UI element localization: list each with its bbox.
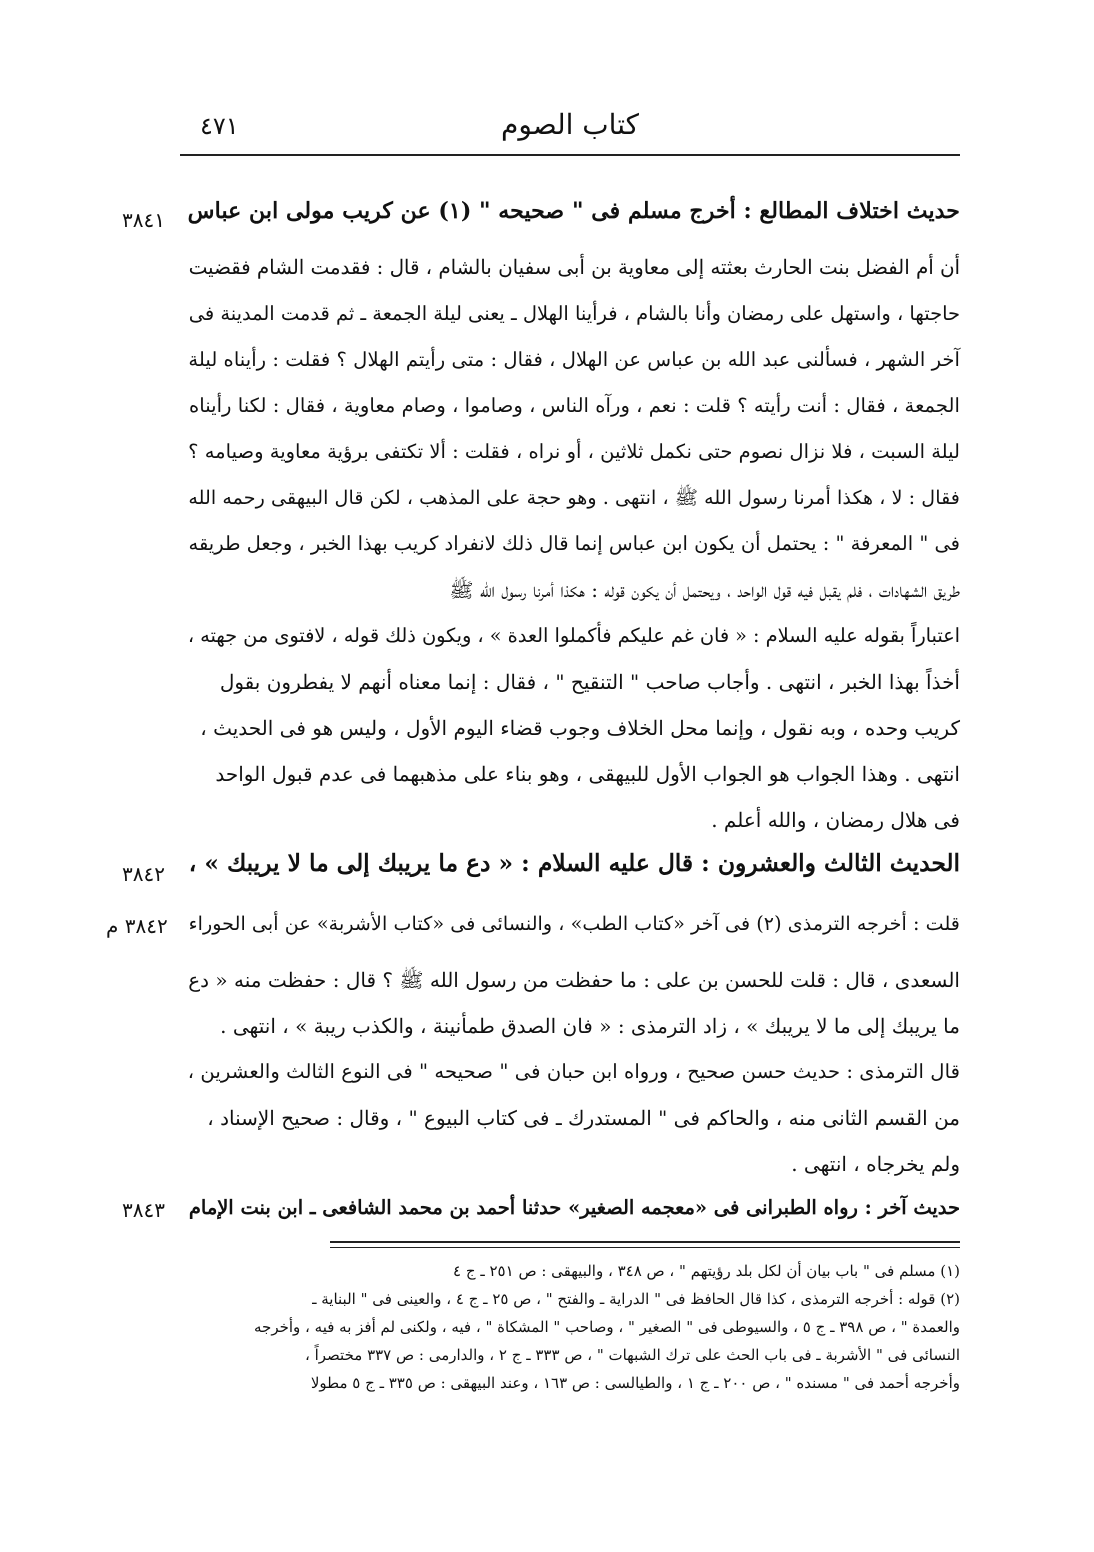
footnote-2-line: وأخرجه أحمد فى " مسنده " ، ص ٢٠٠ ـ ج ١ ، والطيالسى : ص ١٦٣ ، وعند البيهقى : ص ٣٣٥ ـ ج ٥ مطولا [310,1374,960,1392]
hadith-3841-text [180,190,960,860]
text-line: حديث اختلاف المطالع : أخرج مسلم فى " صحيحه " (١) عن كريب مولى ابن عباس [187,198,960,224]
text-line: انتهى . وهذا الجواب هو الجواب الأول للبيهقى ، وهو بناء على مذهبهما فى عدم قبول الواحد [215,762,960,786]
running-title: كتاب الصوم [501,108,639,141]
text-line: فقال : لا ، هكذا أمرنا رسول الله ﷺ ، انتهى . وهو حجة على المذهب ، لكن قال البيهقى رحمه الله [188,486,960,509]
text-line: السعدى ، قال : قلت للحسن بن على : ما حفظت من رسول الله ﷺ ؟ قال : حفظت منه « دع [188,968,960,992]
text-line: قلت : أخرجه الترمذى (٢) فى آخر «كتاب الطب» ، والنسائى فى «كتاب الأشربة» عن أبى الحوراء [188,912,960,935]
footnote-2-line: النسائى فى " الأشربة ـ فى باب الحث على ترك الشبهات " ، ص ٣٣٣ ـ ج ٢ ، والدارمى : ص ٣٣٧ مختصراً ، [304,1346,960,1364]
hadith-3842-heading [180,846,960,896]
text-line: ما يريبك إلى ما لا يريبك » ، زاد الترمذى : « فان الصدق طمأنينة ، والكذب ريبة » ، انتهى . [220,1014,960,1038]
text-line: أن أم الفضل بنت الحارث بعثته إلى معاوية بن أبى سفيان بالشام ، قال : فقدمت الشام فقضيت [188,256,960,279]
text-line: ولم يخرجاه ، انتهى . [791,1152,960,1176]
page-header [180,108,960,152]
footnote-rule [330,1241,960,1243]
text-line: ليلة السبت ، فلا نزال نصوم حتى نكمل ثلاثين ، أو نراه ، فقلت : ألا تكتفى برؤية معاوية وصيامه ؟ [188,440,960,463]
hadith-3843-text [180,1190,960,1230]
hadith-number-3841: ٣٨٤١ [122,208,165,232]
text-line: طريق الشهادات ، فلم يقبل فيه قول الواحد ، ويحتمل أن يكون قوله : هكذا أمرنا رسول الله ﷺ [449,578,960,602]
hadith-number-3842m: ٣٨٤٢ م [106,914,168,938]
text-line: أخذاً بهذا الخبر ، انتهى . وأجاب صاحب " التنقيح " ، فقال : إنما معناه أنهم لا يفطرون بقول [219,670,960,694]
text-line: فى " المعرفة " : يحتمل أن يكون ابن عباس إنما قال ذلك لانفراد كريب بهذا الخبر ، وجعل طريقه [188,532,960,555]
page-number: ٤٧١ [200,112,239,140]
text-line: حديث آخر : رواه الطبرانى فى «معجمه الصغير» حدثنا أحمد بن محمد الشافعى ـ ابن بنت الإمام [188,1196,960,1219]
footnote-2-line: (٢) قوله : أخرجه الترمذى ، كذا قال الحافظ فى " الدراية ـ والفتح " ، ص ٢٥ ـ ج ٤ ، والعينى فى " البناية ـ [312,1290,960,1308]
header-rule [180,154,960,156]
hadith-3842m-text [180,906,960,1186]
footnotes [180,1256,960,1456]
hadith-number-3842: ٣٨٤٢ [122,862,165,886]
text-line: حاجتها ، واستهل على رمضان وأنا بالشام ، فرأينا الهلال ـ يعنى ليلة الجمعة ـ ثم قدمت المدينة فى [188,302,960,325]
hadith-number-3843: ٣٨٤٣ [122,1198,165,1222]
text-line: كريب وحده ، وبه نقول ، وإنما محل الخلاف وجوب قضاء اليوم الأول ، وليس هو فى الحديث ، [200,716,960,740]
footnote-2-line: والعمدة " ، ص ٣٩٨ ـ ج ٥ ، والسيوطى فى " الصغير " ، وصاحب " المشكاة " ، فيه ، ولكنى لم أفز به فيه ، وأخرجه [254,1318,960,1336]
text-line: الحديث الثالث والعشرون : قال عليه السلام : « دع ما يريبك إلى ما لا يريبك » ، [188,850,960,877]
text-line: الجمعة ، فقال : أنت رأيته ؟ قلت : نعم ، ورآه الناس ، وصاموا ، وصام معاوية ، فقال : لكنا رأيناه [188,394,960,417]
text-line: فى هلال رمضان ، والله أعلم . [711,808,960,832]
footnote-1: (١) مسلم فى " باب بيان أن لكل بلد رؤيتهم " ، ص ٣٤٨ ، والبيهقى : ص ٢٥١ ـ ج ٤ [453,1262,960,1280]
text-line: قال الترمذى : حديث حسن صحيح ، ورواه ابن حبان فى " صحيحه " فى النوع الثالث والعشرين ، [187,1060,960,1083]
text-line: اعتباراً بقوله عليه السلام : « فان غم عليكم فأكملوا العدة » ، ويكون ذلك قوله ، لافتوى من جهته ، [187,624,960,647]
text-line: من القسم الثانى منه ، والحاكم فى " المستدرك ـ فى كتاب البيوع " ، وقال : صحيح الإسناد ، [207,1106,960,1130]
footnote-rule [330,1247,960,1248]
text-line: آخر الشهر ، فسألنى عبد الله بن عباس عن الهلال ، فقال : متى رأيتم الهلال ؟ فقلت : رأيناه ليلة [188,348,960,371]
